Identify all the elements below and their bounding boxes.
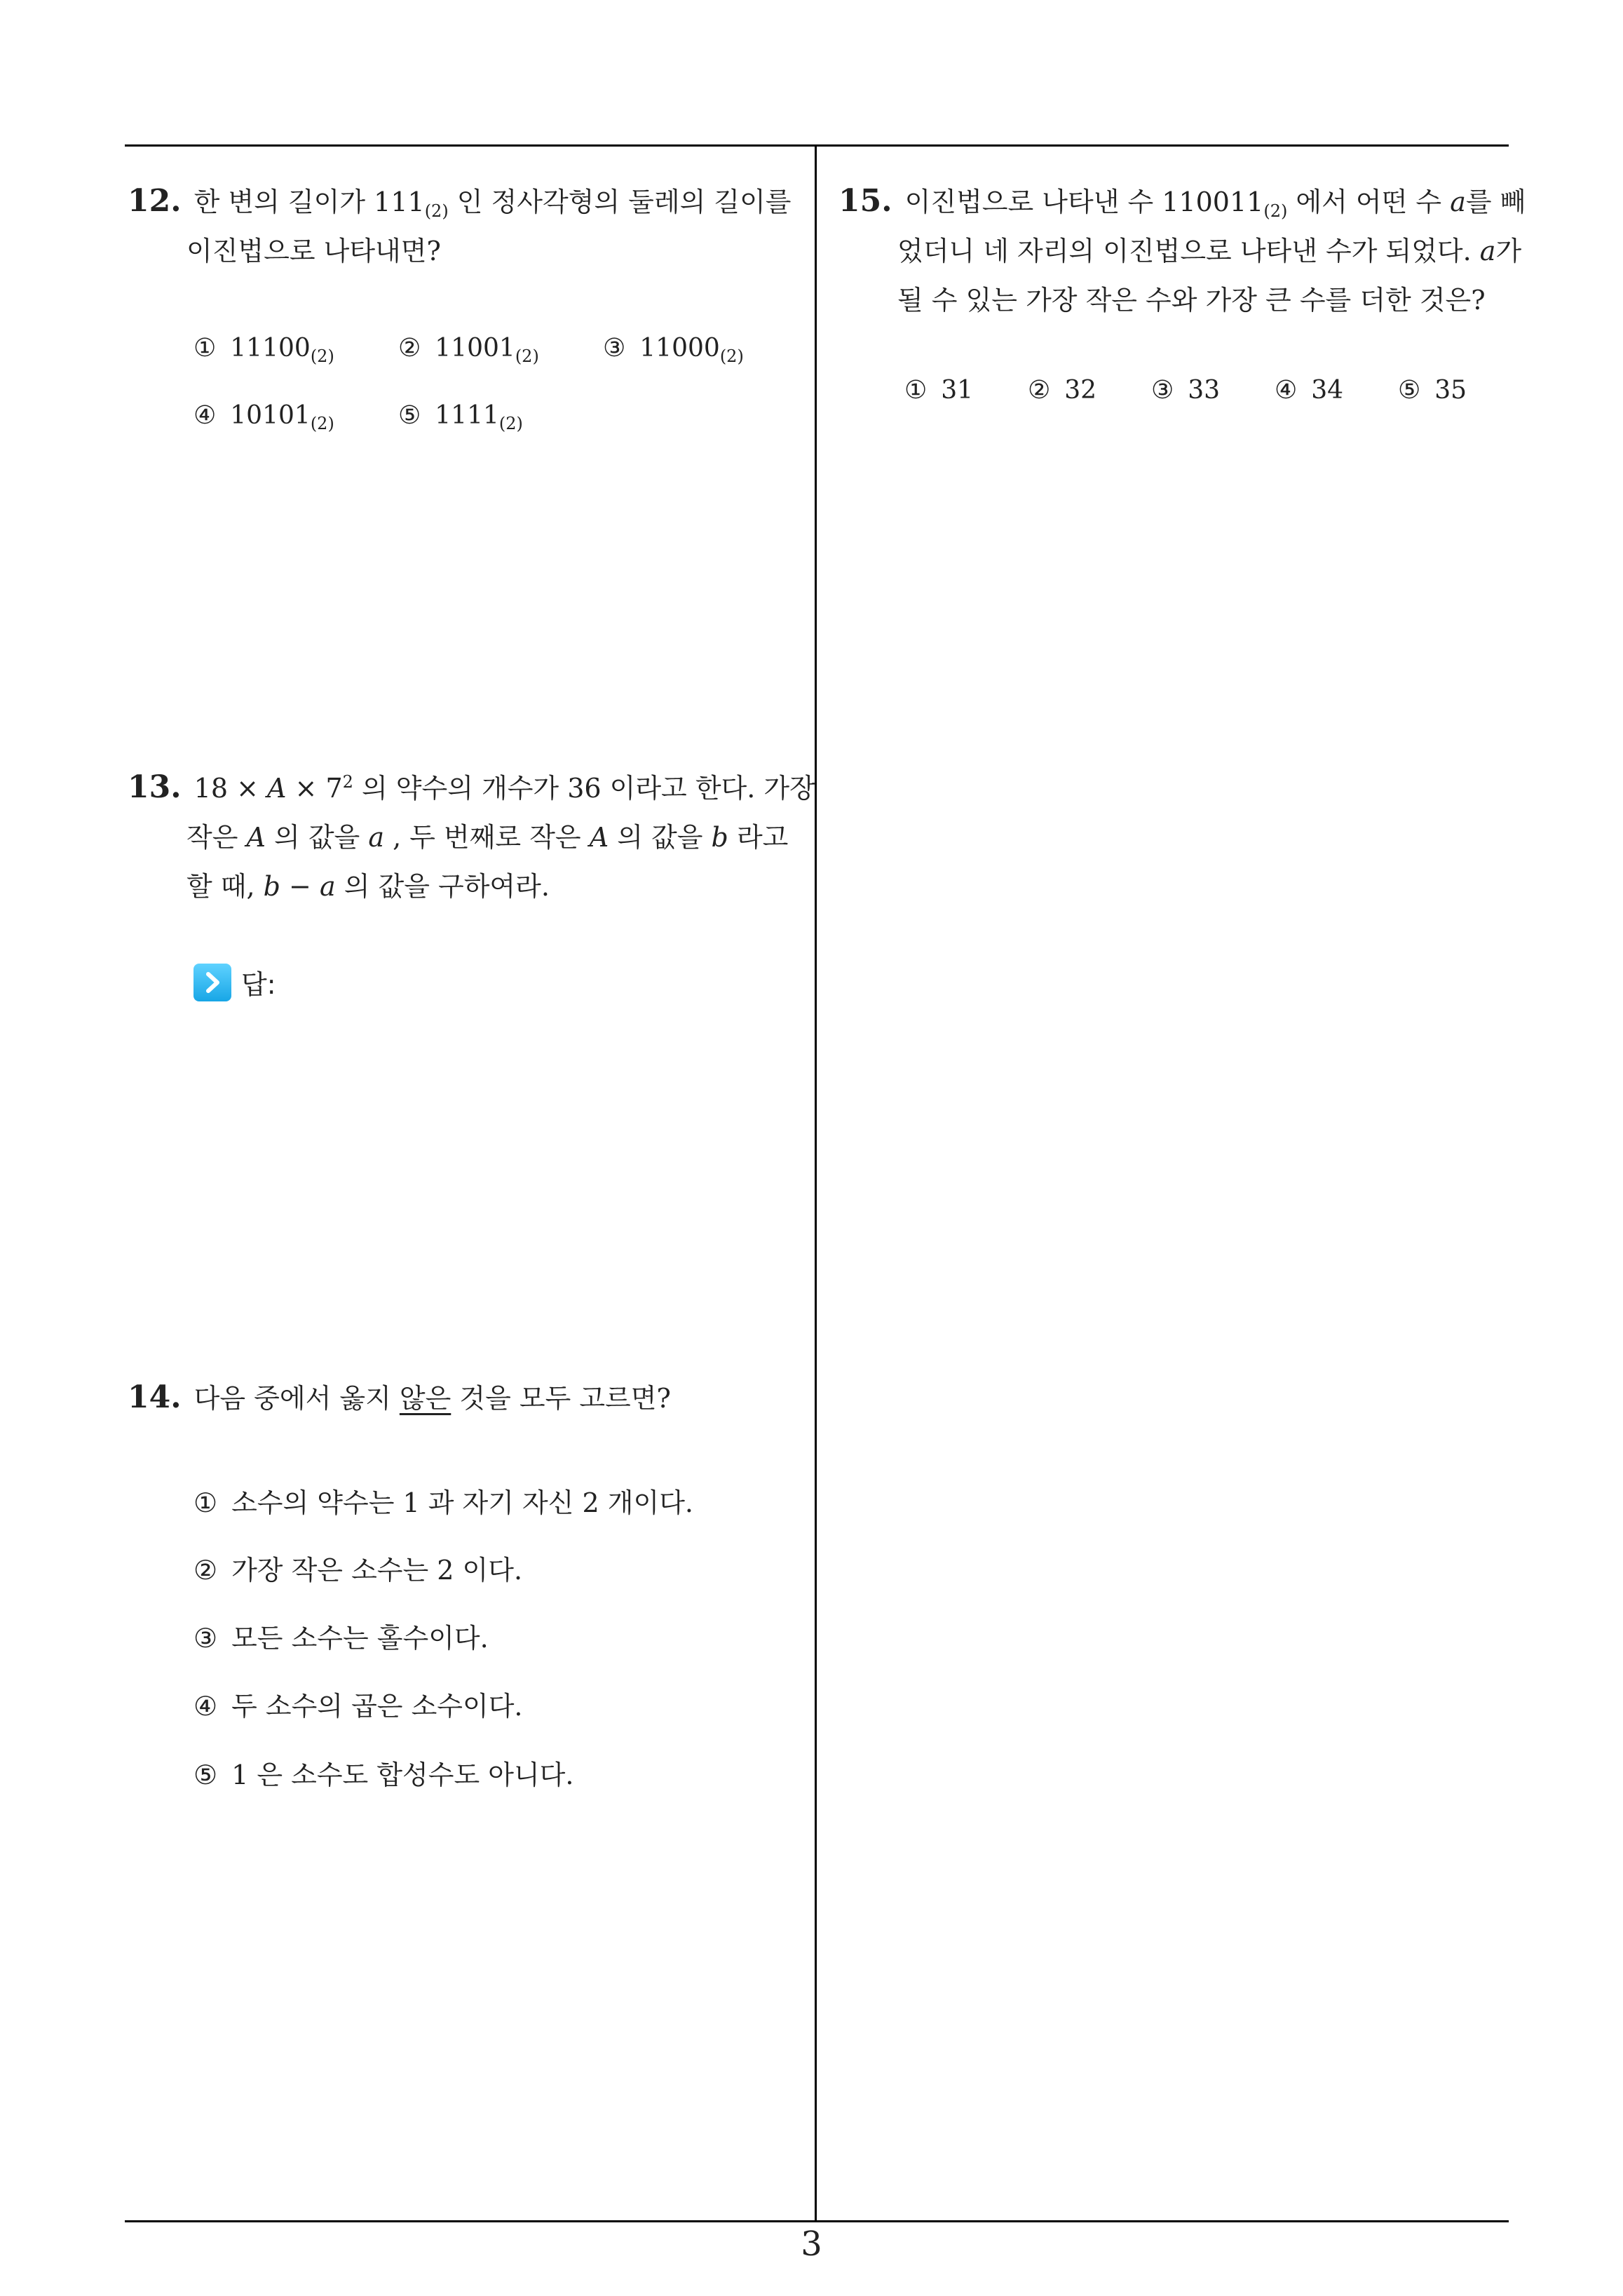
q14-choice-1[interactable]	[193, 1481, 693, 1520]
q15-text: 가	[1495, 236, 1522, 266]
choice-text: 1 은 소수도 합성수도 아니다.	[231, 1760, 574, 1790]
choice-text: 두 소수의 곱은 소수이다.	[231, 1691, 523, 1722]
q14-text: 것을 모두 고르면?	[451, 1383, 671, 1414]
choice-value: 1111	[435, 401, 499, 430]
choice-value: 11001	[435, 334, 515, 363]
q15-choice-4[interactable]	[1275, 376, 1343, 405]
choice-value: 33	[1188, 376, 1221, 405]
q12-line1	[128, 177, 792, 227]
choice-number: ③	[603, 334, 626, 363]
choice-subscript: (2)	[719, 346, 744, 366]
q15-line1	[838, 177, 1526, 227]
q12-choice-1[interactable]	[193, 334, 334, 366]
choice-number: ④	[193, 1691, 218, 1722]
q13-text: 의 값을 구하여라.	[335, 871, 550, 902]
q14-number: 14.	[128, 1379, 182, 1415]
q15-text: 이진법으로 나타낸 수 110011	[904, 187, 1264, 217]
choice-value: 31	[941, 376, 974, 405]
q14-line1	[128, 1373, 671, 1423]
choice-text: 소수의 약수는 1 과 자기 자신 2 개이다.	[231, 1487, 693, 1518]
q15-choice-1[interactable]	[904, 376, 973, 405]
chevron-right-icon	[193, 964, 231, 1001]
q15-line3: 될 수 있는 가장 작은 수와 가장 큰 수를 더한 것은?	[897, 285, 1486, 316]
q13-line3	[128, 862, 815, 911]
choice-number: ②	[398, 334, 421, 363]
q15-text: 를 빼	[1465, 187, 1526, 217]
q14-choice-4[interactable]	[193, 1684, 522, 1723]
q15-var: a	[1450, 187, 1466, 217]
q13-line2	[128, 813, 815, 862]
q13-var: b	[711, 822, 728, 853]
q12-choice-3[interactable]	[603, 334, 744, 366]
q13-text: 18 ×	[193, 773, 268, 804]
choice-value: 35	[1434, 376, 1467, 405]
q13-text: 라고	[728, 822, 789, 853]
q13-text: 작은	[186, 822, 247, 853]
q15-choice-3[interactable]	[1151, 376, 1220, 405]
choice-number: ⑤	[1398, 376, 1421, 405]
bottom-rule	[125, 2220, 1509, 2222]
choice-value: 10101	[230, 401, 311, 430]
q15-number: 15.	[838, 183, 892, 219]
choice-text: 가장 작은 소수는 2 이다.	[231, 1555, 523, 1586]
q13-superscript: 2	[342, 772, 353, 792]
q12-number: 12.	[128, 183, 182, 219]
q13-var: A	[589, 822, 609, 853]
q15-text: 었더니 네 자리의 이진법으로 나타낸 수가 되었다.	[897, 236, 1480, 266]
choice-subscript: (2)	[310, 414, 334, 433]
choice-number: ①	[904, 376, 928, 405]
q12-text: 한 변의 길이가 111	[193, 187, 425, 217]
question-13	[128, 763, 815, 911]
choice-number: ②	[1028, 376, 1051, 405]
choice-number: ③	[1151, 376, 1174, 405]
q15-line2	[838, 227, 1526, 276]
choice-subscript: (2)	[310, 346, 334, 366]
choice-number: ②	[193, 1555, 218, 1586]
q12-choice-2[interactable]	[398, 334, 539, 366]
q14-underlined-word: 않은	[399, 1383, 451, 1414]
choice-number: ①	[193, 1487, 218, 1518]
q15-text: 에서 어떤 수	[1287, 187, 1451, 217]
q15-choice-2[interactable]	[1028, 376, 1096, 405]
q14-text: 다음 중에서 옳지	[193, 1383, 400, 1414]
choice-value: 32	[1064, 376, 1097, 405]
q13-text: 할 때,	[186, 871, 264, 902]
choice-value: 11100	[230, 334, 311, 363]
q13-answer-field[interactable]	[193, 963, 276, 1001]
q12-text: 인 정사각형의 둘레의 길이를	[448, 187, 792, 217]
choice-subscript: (2)	[515, 346, 539, 366]
q13-line1	[128, 763, 815, 813]
q15-choice-5[interactable]	[1398, 376, 1467, 405]
q12-choice-4[interactable]	[193, 401, 334, 433]
choice-value: 34	[1311, 376, 1344, 405]
choice-number: ④	[193, 401, 217, 430]
choice-number: ③	[193, 1623, 218, 1654]
q13-text: × 7	[286, 773, 343, 804]
q13-text: 의 값을	[609, 822, 712, 853]
choice-number: ⑤	[398, 401, 421, 430]
q14-choice-3[interactable]	[193, 1616, 489, 1655]
q15-var: a	[1479, 236, 1496, 266]
q13-var: A	[267, 773, 287, 804]
q13-number: 13.	[128, 769, 182, 805]
page-number: 3	[801, 2224, 822, 2264]
q13-var: a	[368, 822, 384, 853]
choice-subscript: (2)	[498, 414, 523, 433]
q15-subscript: (2)	[1263, 201, 1288, 221]
answer-label: 답:	[241, 969, 276, 1000]
question-14	[128, 1373, 671, 1423]
choice-value: 11000	[639, 334, 720, 363]
choice-number: ④	[1275, 376, 1298, 405]
q12-line2: 이진법으로 나타내면?	[186, 236, 441, 266]
q13-text: 의 약수의 개수가 36 이라고 한다. 가장	[353, 773, 815, 804]
q12-subscript: (2)	[424, 201, 449, 221]
choice-text: 모든 소수는 홀수이다.	[231, 1623, 489, 1654]
choice-number: ⑤	[193, 1760, 218, 1790]
choice-number: ①	[193, 334, 217, 363]
q13-expression: b − a	[263, 871, 336, 902]
q14-choice-2[interactable]	[193, 1548, 522, 1587]
q13-var: A	[246, 822, 266, 853]
q13-text: , 두 번째로 작은	[383, 822, 590, 853]
q13-text: 의 값을	[265, 822, 369, 853]
q14-choice-5[interactable]	[193, 1753, 573, 1792]
question-12	[128, 177, 792, 276]
column-divider	[815, 144, 817, 2222]
top-rule	[125, 144, 1509, 147]
q12-choice-5[interactable]	[398, 401, 523, 433]
question-15	[838, 177, 1526, 325]
